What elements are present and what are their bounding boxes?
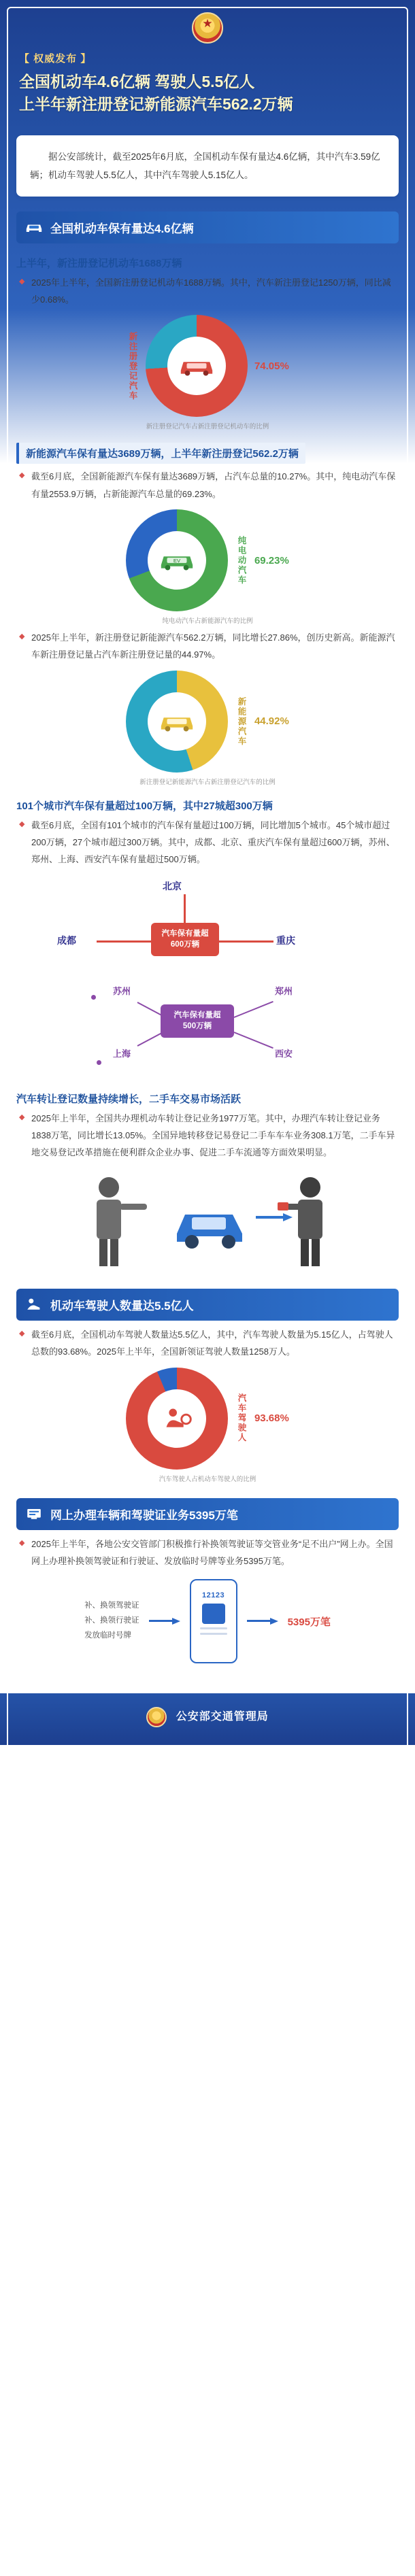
chart3-percent: 44.92% — [254, 715, 289, 728]
chart1-label: 新注册登记汽车 — [127, 331, 137, 401]
badge-600w-line2: 600万辆 — [170, 940, 200, 949]
phone-line-2 — [200, 1633, 227, 1635]
chart2-donut — [126, 509, 228, 611]
sub-heading-1: 上半年，新注册登记机动车1688万辆 — [16, 257, 182, 269]
online-service-flow — [16, 1579, 399, 1663]
intro-paragraph: 据公安部统计，截至2025年6月底，全国机动车保有量达4.6亿辆，其中汽车3.59亿辆；机动车驾驶人5.5亿人，其中汽车驾驶人5.15亿人。 — [16, 135, 399, 197]
city-shanghai: 上海 — [113, 1048, 131, 1059]
page-footer — [0, 1693, 415, 1745]
chart1-percent: 74.05% — [254, 360, 289, 372]
task-item-2: 补、换领行驶证 — [84, 1616, 139, 1625]
para-4: ◆ 截至6月底，全国有101个城市的汽车保有量超过100万辆，同比增加5个城市。45个城市超过200万辆，27个城市超过300万辆。其中，成都、北京、重庆汽车保有量超过600万辆，苏州、郑州、上海、西安汽车保有量超过500万辆。 — [19, 817, 396, 868]
sub3-wrap — [16, 798, 399, 813]
city-suzhou: 苏州 — [113, 985, 131, 996]
chart2-percent: 69.23% — [254, 554, 289, 566]
chart4-center — [148, 1389, 206, 1448]
chart4-label: 汽车驾驶人 — [236, 1393, 246, 1443]
line-zhengzhou — [234, 1001, 273, 1018]
chart4-percent: 93.68% — [254, 1412, 289, 1424]
people-car-illustration — [61, 1168, 354, 1270]
chart1-donut — [146, 315, 248, 417]
driver-icon — [24, 1297, 44, 1312]
badge-500w-line1: 汽车保有量超 — [173, 1011, 221, 1019]
svg-text:EV: EV — [173, 557, 181, 564]
page-header — [0, 0, 415, 131]
section-header-drivers — [16, 1289, 399, 1321]
dot-2 — [97, 1060, 101, 1065]
online-service-icon — [24, 1506, 44, 1521]
badge-500w — [161, 1004, 234, 1038]
sub2-wrap — [16, 443, 399, 464]
yellow-car-icon — [157, 709, 197, 734]
used-car-trade-illustration — [0, 1168, 415, 1274]
online-result-count: 5395万笔 — [287, 1616, 331, 1628]
sub1-wrap — [16, 256, 399, 270]
chart2-label: 纯电动汽车 — [236, 535, 246, 586]
task-item-3: 发放临时号牌 — [84, 1631, 132, 1640]
flow-arrow-1-icon — [149, 1618, 180, 1625]
chart1-row — [0, 315, 415, 417]
chart-new-registered-cars — [0, 315, 415, 430]
page-title-line2: 上半年新注册登记新能源汽车562.2万辆 — [19, 95, 293, 114]
city-beijing: 北京 — [163, 880, 182, 892]
para-5: ◆ 2025年上半年，全国共办理机动车转让登记业务1977万笔。其中，办理汽车转让登记业务1838万笔，同比增长13.05%。全国异地转移登记易登记二手车车车业务308.1万笔，二手车异地交易登记改革措施在便利群众企业办事、促进二手车流通等方面效果明显。 — [19, 1110, 396, 1162]
chart2-center — [148, 531, 206, 590]
badge-500w-line2: 500万辆 — [182, 1022, 212, 1031]
online-task-list — [84, 1599, 139, 1644]
section3-title: 网上办理车辆和驾驶证业务5395万笔 — [50, 1508, 238, 1522]
driver-seat-icon — [157, 1406, 197, 1431]
footer-org-name: 公安部交通管理局 — [176, 1711, 269, 1723]
line-xian — [234, 1032, 273, 1049]
chart2-row — [0, 509, 415, 611]
phone-app-12123 — [190, 1579, 237, 1663]
chart3-label: 新能源汽车 — [236, 696, 246, 746]
badge-600w-line1: 汽车保有量超 — [161, 929, 209, 938]
chart-car-drivers-share — [0, 1368, 415, 1483]
phone-line-1 — [200, 1627, 227, 1629]
green-ev-car-icon — [157, 547, 197, 573]
chart4-row — [0, 1368, 415, 1470]
para-3: ◆ 2025年上半年，新注册登记新能源汽车562.2万辆，同比增长27.86%，创历史新高。新能源汽车新注册登记量占汽车新注册登记量的44.97%。 — [19, 629, 396, 664]
section1-title: 全国机动车保有量达4.6亿辆 — [50, 222, 194, 235]
chart-bev-share — [0, 509, 415, 625]
sub-heading-2: 新能源汽车保有量达3689万辆，上半年新注册登记562.2万辆 — [16, 443, 305, 464]
city-chengdu: 成都 — [57, 934, 76, 946]
chart3-caption: 新注册登记新能源汽车占新注册登记汽车的比例 — [139, 778, 276, 786]
chart3-donut — [126, 671, 228, 773]
line-beijing — [184, 894, 186, 923]
line-shanghai — [137, 1030, 166, 1046]
section-header-online-services — [16, 1498, 399, 1530]
line-chengdu — [97, 940, 151, 943]
section3-para-1: ◆ 2025年上半年，各地公安交管部门积极推行补换领驾驶证等交管业务“足不出户”网上办。全国网上办理补换领驾驶证和行驶证、发放临时号牌等业务5395万笔。 — [19, 1536, 396, 1570]
header-emblem-wrap — [19, 12, 396, 47]
section-header-vehicles — [16, 211, 399, 243]
city-relation-diagram — [16, 875, 399, 1079]
task-item-1: 补、换领驾驶证 — [84, 1601, 139, 1610]
red-car-icon — [177, 353, 216, 379]
app-tile-icon — [202, 1604, 225, 1624]
app-name: 12123 — [202, 1591, 225, 1600]
chart-nev-new-registration-share — [0, 671, 415, 786]
sub4-wrap — [16, 1091, 399, 1106]
city-zhengzhou: 郑州 — [275, 985, 293, 996]
city-xian: 西安 — [275, 1048, 293, 1059]
section2-title: 机动车驾驶人数量达5.5亿人 — [50, 1299, 194, 1312]
sub-heading-3: 101个城市汽车保有量超过100万辆，其中27城超300万辆 — [16, 800, 273, 812]
section2-para-1: ◆ 截至6月底，全国机动车驾驶人数量达5.5亿人，其中，汽车驾驶人数量为5.15亿人，占驾驶人总数的93.68%。2025年上半年，全国新领证驾驶人数量1258万人。 — [19, 1326, 396, 1361]
chart3-row — [0, 671, 415, 773]
dot-1 — [91, 995, 96, 1000]
car-front-icon — [24, 220, 44, 235]
flow-arrow-2-icon — [247, 1618, 278, 1625]
police-emblem-icon-footer — [146, 1707, 167, 1727]
chart1-caption: 新注册登记汽车占新注册登记机动车的比例 — [146, 423, 269, 431]
line-chongqing — [219, 940, 273, 943]
chart4-caption: 汽车驾驶人占机动车驾驶人的比例 — [159, 1475, 256, 1483]
chart1-center — [167, 337, 226, 395]
para-1: ◆ 2025年上半年，全国新注册登记机动车1688万辆。其中，汽车新注册登记1250万辆，同比减少0.68%。 — [19, 274, 396, 309]
sub-heading-4: 汽车转让登记数量持续增长，二手车交易市场活跃 — [16, 1093, 242, 1105]
page-title-line1: 全国机动车4.6亿辆 驾驶人5.5亿人 — [19, 73, 255, 90]
chart2-caption: 纯电动汽车占新能源汽车的比例 — [162, 617, 253, 626]
chart3-center — [148, 692, 206, 751]
para-2: ◆ 截至6月底，全国新能源汽车保有量达3689万辆，占汽车总量的10.27%。其中，纯电动汽车保有量2553.9万辆，占新能源汽车总量的69.23%。 — [19, 468, 396, 503]
city-chongqing: 重庆 — [276, 934, 295, 946]
chart4-donut — [126, 1368, 228, 1470]
police-emblem-icon — [192, 12, 223, 44]
badge-600w — [151, 923, 219, 956]
authority-label: 【 权威发布 】 — [19, 53, 92, 65]
